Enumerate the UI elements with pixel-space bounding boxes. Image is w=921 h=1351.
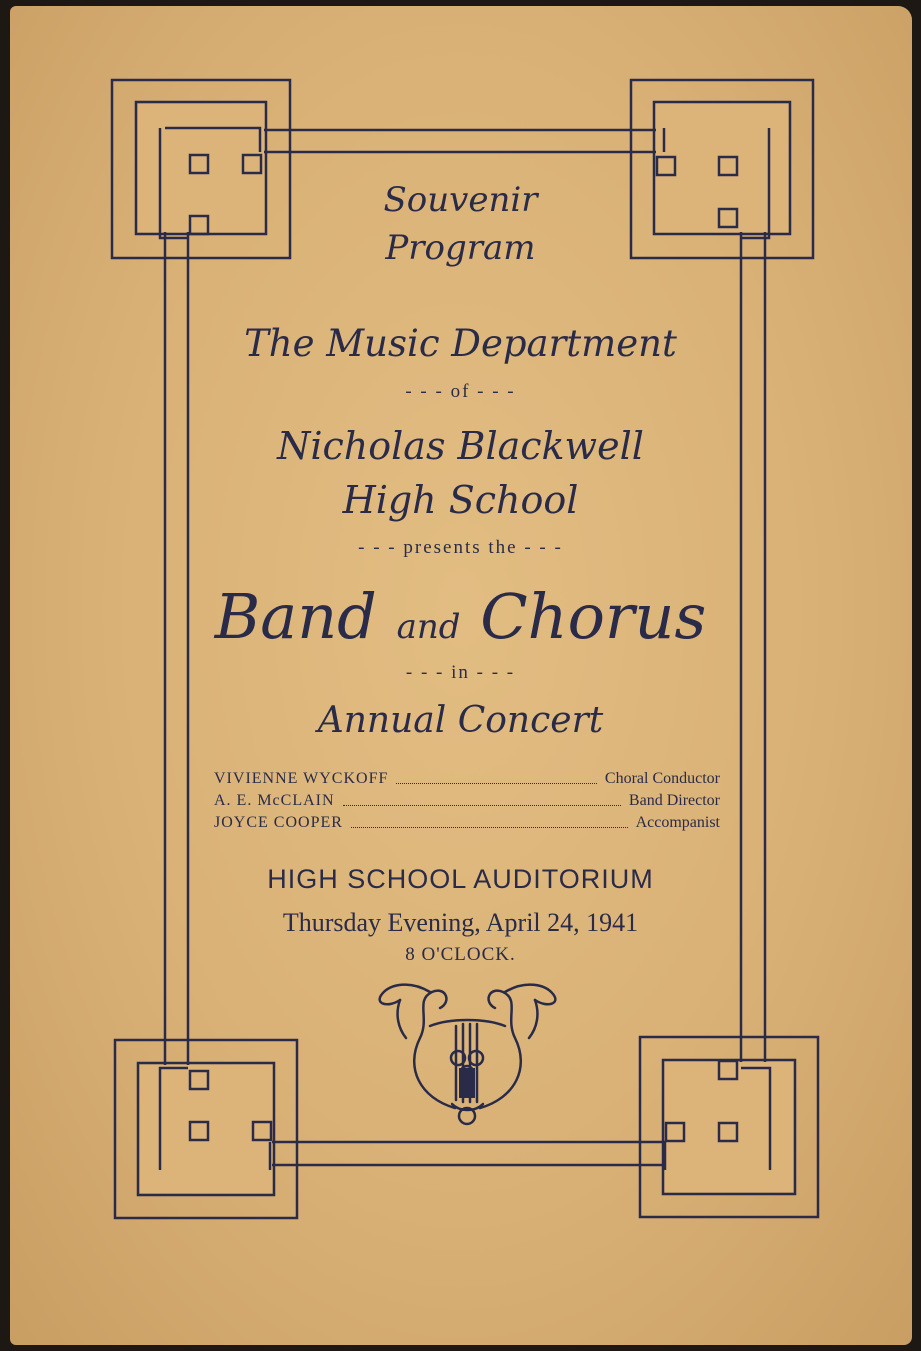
staff-name: VIVIENNE WYCKOFF	[214, 770, 389, 787]
leader-dots	[396, 783, 597, 784]
school-name-line1: Nicholas Blackwell	[277, 424, 644, 468]
event-title	[0, 580, 921, 653]
lyre-icon	[360, 978, 575, 1133]
leader-dots	[343, 805, 621, 806]
of-separator: - - - of - - -	[405, 381, 516, 402]
staff-row	[214, 766, 720, 788]
staff-role: Choral Conductor	[604, 770, 720, 787]
event-title-chorus: Chorus	[480, 580, 707, 653]
event-title-and: and	[396, 607, 461, 647]
school-name-line2: High School	[342, 478, 579, 522]
staff-name: JOYCE COOPER	[214, 814, 343, 831]
program-text: Program	[385, 228, 536, 268]
staff-row	[214, 810, 720, 832]
in-separator: - - - in - - -	[405, 662, 516, 683]
souvenir-text: Souvenir	[383, 180, 538, 220]
date-text: Thursday Evening, April 24, 1941	[282, 908, 639, 937]
presents-separator: - - - presents the - - -	[358, 537, 563, 558]
staff-row	[214, 788, 720, 810]
staff-name: A. E. McCLAIN	[214, 792, 335, 809]
event-title-band: Band	[214, 580, 377, 653]
time-text: 8 O'CLOCK.	[405, 944, 516, 965]
concert-subtitle: Annual Concert	[317, 700, 604, 741]
department-title: The Music Department	[244, 322, 677, 365]
venue-text: HIGH SCHOOL AUDITORIUM	[267, 864, 654, 894]
staff-role: Accompanist	[635, 814, 720, 831]
leader-dots	[351, 827, 628, 828]
staff-role: Band Director	[628, 792, 720, 809]
